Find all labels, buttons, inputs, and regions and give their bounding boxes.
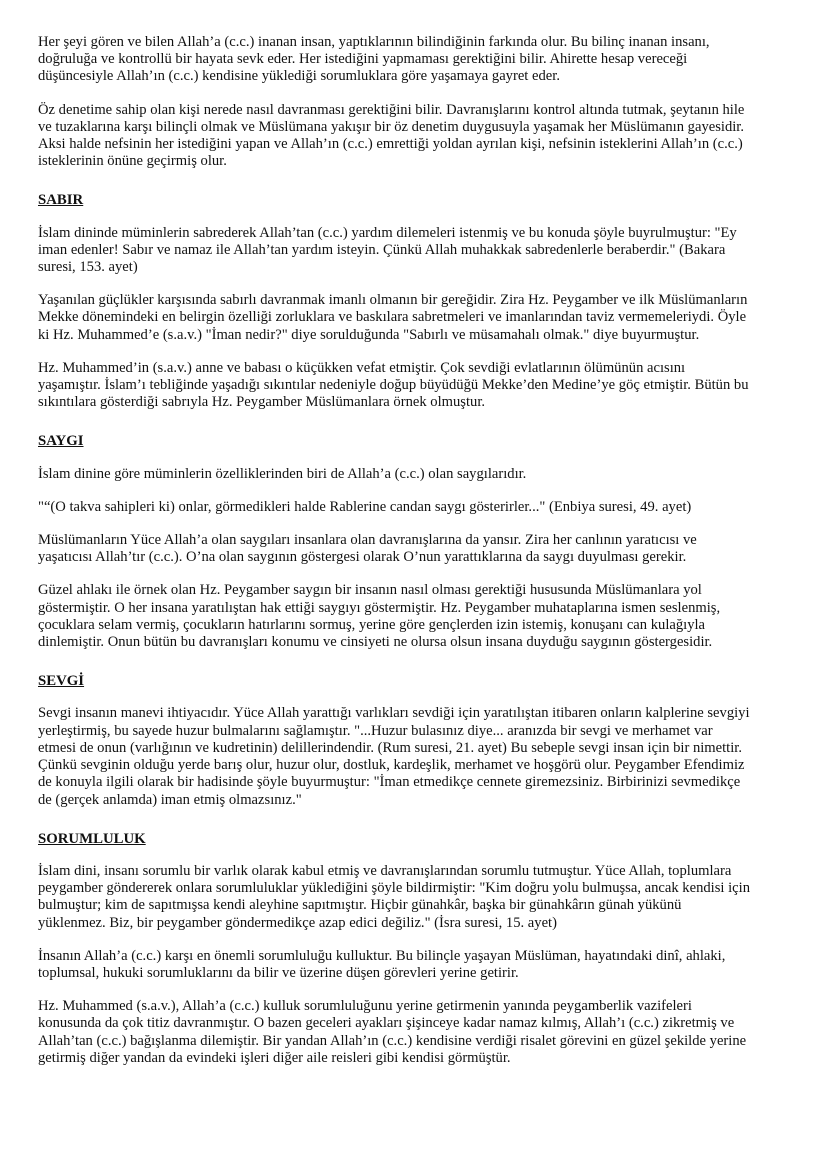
text-line: de konuyla ilgili olarak bir hadisinde şöyle buyurmuştur: "İman etmedikçe cennete giremezsiniz. Birbirinizi sevmedikçe — [38, 774, 741, 791]
text-line: peygamber göndererek onlara sorumluluklar yüklediğini şöyle bildirmiştir: "Kim doğru yolu bulmuşsa, ancak kendisi için — [38, 880, 750, 897]
text-line: Allah’tan (c.c.) bağışlanma dilemiştir. Bir yandan Allah’ın (c.c.) kendisine verdiği risalet görevini en güzel şekilde yerine — [38, 1032, 747, 1049]
text-line: çocuklara selam vermiş, çocukların hatırlarını sormuş, yerine göre gençlerden izin istemiş, konuşanı can kulağıyla — [38, 616, 706, 633]
text-line: suresi, 153. ayet) — [38, 259, 138, 276]
document-page — [38, 34, 808, 1083]
text-line: Müslümanların Yüce Allah’a olan saygıları insanlara olan davranışlarına da yansır. Zira her canlının yaratıcısı ve — [38, 532, 697, 549]
text-line: toplumsal, hukuki sorumluklarını da bilir ve üzerine düşen görevleri yerine getirir. — [38, 964, 519, 981]
text-line: bulmuştur; kim de sapıtmışsa kendi aleyhine sapıtmıştır. Hiçbir günahkâr, başka bir günahkârın günah yükünü — [38, 897, 682, 914]
text-line: düşüncesiyle Allah’ın (c.c.) kendisine yüklediği sorumluklara göre yaşamaya gayret eder. — [38, 68, 560, 85]
paragraph — [38, 532, 808, 566]
paragraph — [38, 948, 808, 982]
text-line: Hz. Muhammed (s.a.v.), Allah’a (c.c.) kulluk sorumluluğunu yerine getirmenin yanında peygamberlik vazifeleri — [38, 998, 692, 1015]
text-line: Sevgi insanın manevi ihtiyacıdır. Yüce Allah yarattığı varlıkları sevdiği için yaratılıştan itibaren onların kalplerine sevgiyi — [38, 705, 750, 722]
section-heading: SORUMLULUK — [38, 830, 146, 847]
paragraph — [38, 292, 808, 344]
text-line: göstermiştir. O her insana yaratılıştan hak ettiği saygıyı göstermiştir. Hz. Peygamber muhataplarına ismen seslenmiş, — [38, 599, 721, 616]
section-heading: SABIR — [38, 192, 84, 209]
paragraph — [38, 225, 808, 277]
section-heading: SAYGI — [38, 433, 84, 450]
paragraph — [38, 499, 808, 516]
text-line: yaşamıştır. İslam’ı tebliğinde yaşadığı sıkıntılar nedeniyle doğup büyüdüğü Mekke’den Medine’ye göç etmiştir. Bütün bu — [38, 377, 749, 394]
text-line: "“(O takva sahipleri ki) onlar, görmedikleri halde Rablerine candan saygı gösterirler..." (Enbiya suresi, 49. ayet) — [38, 498, 692, 515]
paragraph — [38, 466, 808, 483]
text-line: İslam dininde müminlerin sabrederek Allah’tan (c.c.) yardım dilemeleri istenmiş ve bu konuda şöyle buyrulmuştur: "Ey — [38, 224, 737, 241]
text-line: Çünkü sevginin olduğu yerde barış olur, huzur olur, dostluk, kardeşlik, merhamet ve hoşgörü olur. Peygamber Efendimiz — [38, 757, 745, 774]
text-line: İnsanın Allah’a (c.c.) karşı en önemli sorumluluğu kulluktur. Bu bilinçle yaşayan Müslüman, hayatındaki dinî, ahlaki, — [38, 947, 726, 964]
text-line: İslam dini, insanı sorumlu bir varlık olarak kabul etmiş ve davranışlarından sorumlu tutmuştur. Yüce Allah, toplumlara — [38, 862, 732, 879]
text-line: dinlemiştir. Onun bütün bu davranışları konumu ve cinsiyeti ne olursa olsun insana duyduğu saygının göstergesidir. — [38, 634, 713, 651]
text-line: doğruluğa ve kontrollü bir hayata sevk eder. Her istediğini yapmaması gerektiğini bilir. Ahirette hesap vereceği — [38, 51, 688, 68]
text-line: ve tuzaklarına karşı bilinçli olmak ve Müslümana yakışır bir öz denetim duygusuyla yaşamak her Müslümanın gayesidir. — [38, 118, 745, 135]
text-line: ki Hz. Muhammed’e (s.a.v.) "İman nedir?" diye sorulduğunda "Sabırlı ve müsamahalı olmak." diye buyurmuştur. — [38, 326, 700, 343]
text-line: etmesi de onun (varlığının ve kudretinin) delillerindendir. (Rum suresi, 21. ayet) Bu sebeple sevgi insan için bir nimettir. — [38, 739, 742, 756]
text-line: iman edenler! Sabır ve namaz ile Allah’tan yardım isteyin. Çünkü Allah muhakkak sabredenlerle beraberdir." (Bakara — [38, 241, 726, 258]
section-heading: SEVGİ — [38, 673, 85, 690]
text-line: İslam dinine göre müminlerin özelliklerinden biri de Allah’a (c.c.) olan saygılarıdır. — [38, 465, 527, 482]
text-line: getirmiş diğer yandan da evindeki işleri diğer aile reisleri gibi kendisi görmüştür. — [38, 1049, 511, 1066]
text-line: Yaşanılan güçlükler karşısında sabırlı davranmak imanlı olmanın bir gereğidir. Zira Hz. Peygamber ve ilk Müslümanların — [38, 292, 748, 309]
text-line: Güzel ahlakı ile örnek olan Hz. Peygamber saygın bir insanın nasıl olması gerektiği hususunda Müslümanlara yol — [38, 582, 702, 599]
text-line: isteklerinin önüne geçirmiş olur. — [38, 153, 227, 170]
text-line: yaşatıcısı Allah’tır (c.c.). O’na olan saygının göstergesi olarak O’nun yarattıklarına da saygı duyulması gerekir. — [38, 549, 687, 566]
text-line: Aksi halde nefsinin her istediğini yapan ve Allah’ın (c.c.) emrettiği yoldan ayrılan kişi, nefsinin isteklerini Allah’ın (c.c.) — [38, 136, 743, 153]
text-line: konusunda da çok titiz davranmıştır. O bazen geceleri ayakları şişinceye kadar namaz kılmış, Allah’ı (c.c.) zikretmiş ve — [38, 1015, 735, 1032]
text-line: Her şeyi gören ve bilen Allah’a (c.c.) inanan insan, yaptıklarının bilindiğinin farkında olur. Bu bilinç inanan insanı, — [38, 34, 710, 50]
text-line: yüklenmez. Biz, bir peygamber göndermedikçe azap edici değiliz." (İsra suresi, 15. ayet) — [38, 914, 557, 931]
paragraph — [38, 582, 808, 651]
paragraph — [38, 863, 808, 932]
text-line: sıkıntılara gösterdiği sabrıyla Hz. Peygamber Müslümanlara örnek olmuştur. — [38, 394, 486, 411]
paragraph — [38, 360, 808, 412]
paragraph — [38, 998, 808, 1067]
text-line: yerleştirmiş, bu sayede huzur bulmalarını sağlamıştır. "...Huzur bulasınız diye... aranızda bir sevgi ve merhamet var — [38, 722, 713, 739]
paragraph — [38, 34, 808, 86]
text-line: Öz denetime sahip olan kişi nerede nasıl davranması gerektiğini bilir. Davranışlarını kontrol altında tutmak, şeytanın hile — [38, 101, 745, 118]
text-line: de (gerçek anlamda) iman etmiş olmazsınız." — [38, 791, 302, 808]
paragraph — [38, 705, 808, 808]
paragraph — [38, 102, 808, 171]
text-line: Hz. Muhammed’in (s.a.v.) anne ve babası o küçükken vefat etmiştir. Çok sevdiği evlatlarının ölümünün acısını — [38, 359, 686, 376]
text-line: Mekke dönemindeki en belirgin özelliği zorluklara ve baskılara sabretmeleri ve imanlarından taviz vermemeleriydi. Öyle — [38, 309, 747, 326]
